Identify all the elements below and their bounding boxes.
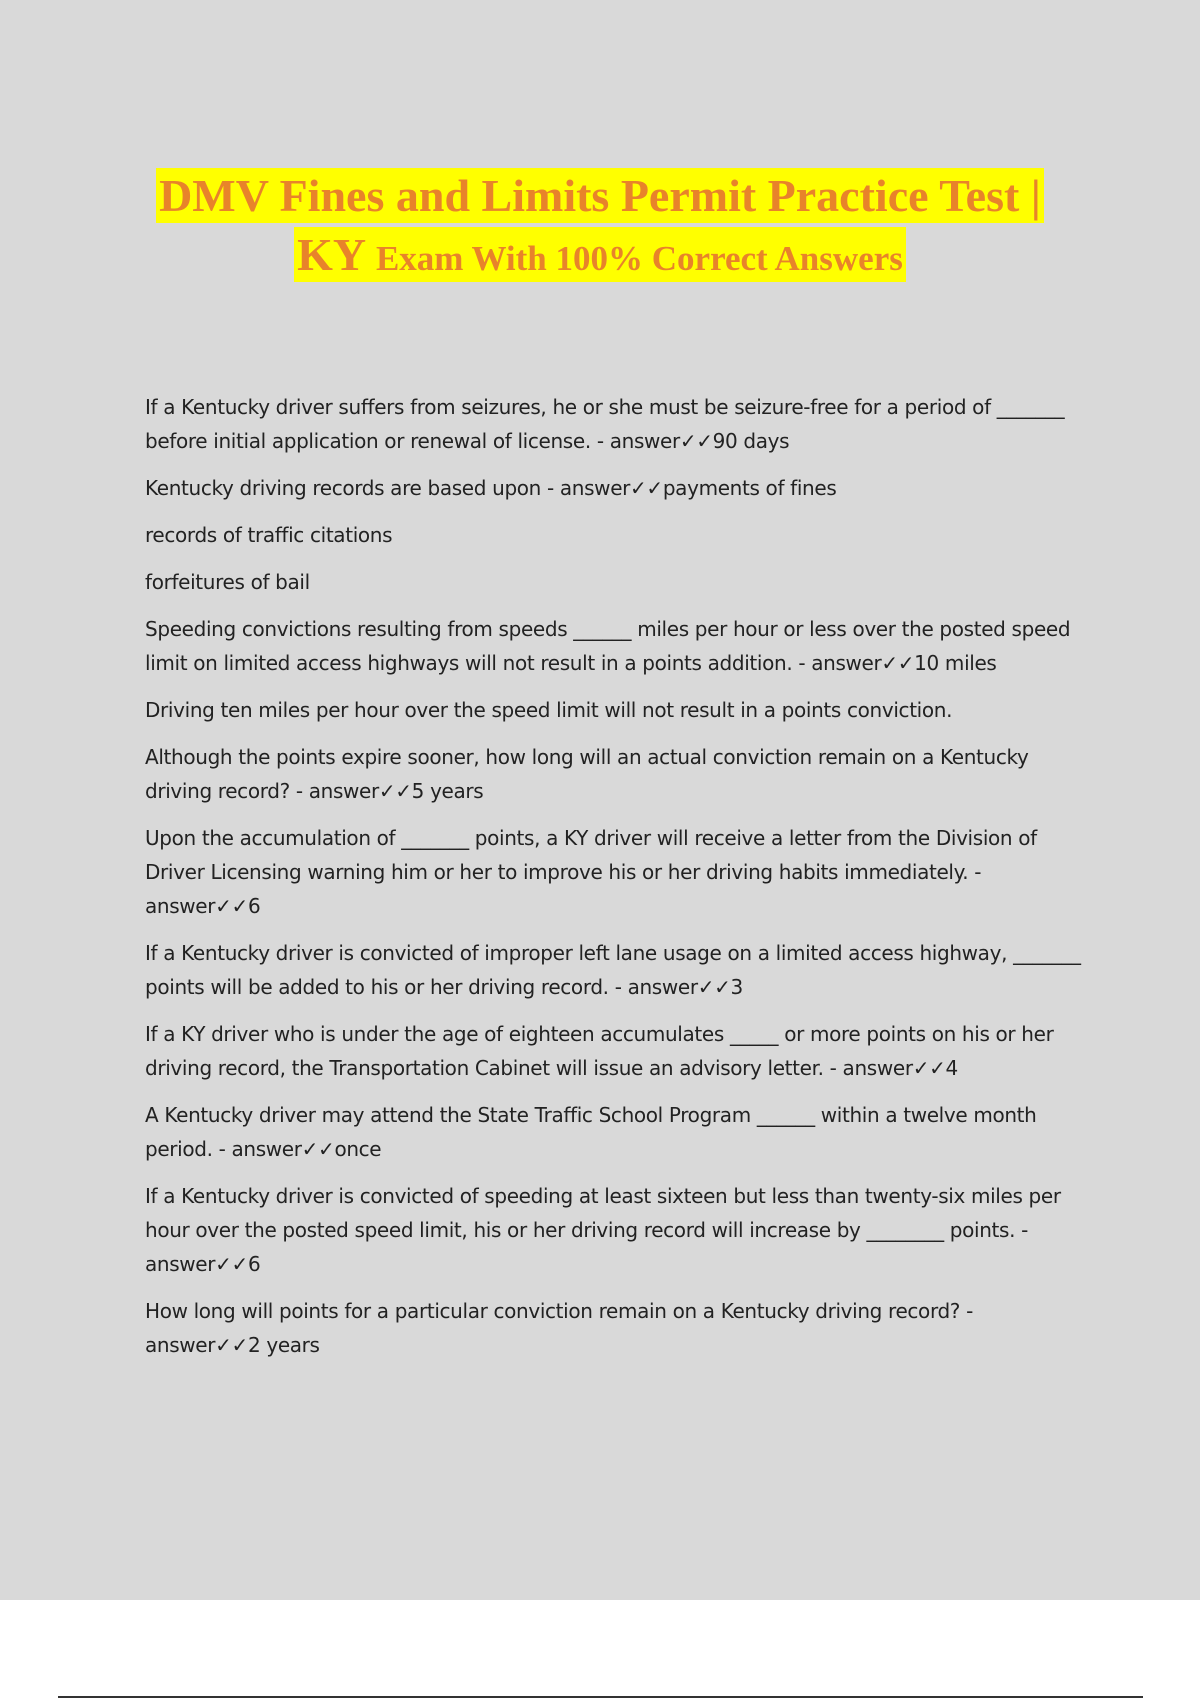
title-subtitle: Exam With 100% Correct Answers <box>375 239 903 279</box>
question-paragraph: If a Kentucky driver is convicted of improper left lane usage on a limited access highway, _______ points will be added to his or her driving record. - answer✓✓3 <box>145 941 1081 999</box>
question-paragraph: If a Kentucky driver is convicted of speeding at least sixteen but less than twenty-six miles per hour over the posted speed limit, his or her driving record will increase by ________ points. - answer✓✓6 <box>145 1184 1061 1276</box>
question-list <box>145 390 1085 1375</box>
question-paragraph: If a Kentucky driver suffers from seizures, he or she must be seizure-free for a period of _______ before initial application or renewal of license. - answer✓✓90 days <box>145 395 1065 453</box>
question-paragraph: Speeding convictions resulting from speeds ______ miles per hour or less over the posted speed limit on limited access highways will not result in a points addition. - answer✓✓10 miles <box>145 617 1071 675</box>
answer-continuation: records of traffic citations <box>145 523 393 547</box>
page-divider <box>58 1696 1143 1698</box>
question-paragraph: If a KY driver who is under the age of eighteen accumulates _____ or more points on his or her driving record, the Transportation Cabinet will issue an advisory letter. - answer✓✓4 <box>145 1022 1054 1080</box>
document-title <box>0 168 1200 282</box>
title-line-1: DMV Fines and Limits Permit Practice Test | <box>156 168 1044 223</box>
answer-continuation: forfeitures of bail <box>145 570 310 594</box>
question-paragraph: A Kentucky driver may attend the State Traffic School Program ______ within a twelve month period. - answer✓✓once <box>145 1103 1037 1161</box>
question-paragraph: Upon the accumulation of _______ points, a KY driver will receive a letter from the Division of Driver Licensing warning him or her to improve his or her driving habits immediately. - answer✓✓6 <box>145 826 1037 918</box>
title-line-2 <box>294 227 906 282</box>
question-paragraph: How long will points for a particular conviction remain on a Kentucky driving record? - answer✓✓2 years <box>145 1299 973 1357</box>
title-state: KY <box>297 229 365 281</box>
answer-continuation: Driving ten miles per hour over the speed limit will not result in a points conviction. <box>145 698 953 722</box>
question-paragraph: Although the points expire sooner, how long will an actual conviction remain on a Kentucky driving record? - answer✓✓5 years <box>145 745 1029 803</box>
question-paragraph: Kentucky driving records are based upon - answer✓✓payments of fines <box>145 476 837 500</box>
